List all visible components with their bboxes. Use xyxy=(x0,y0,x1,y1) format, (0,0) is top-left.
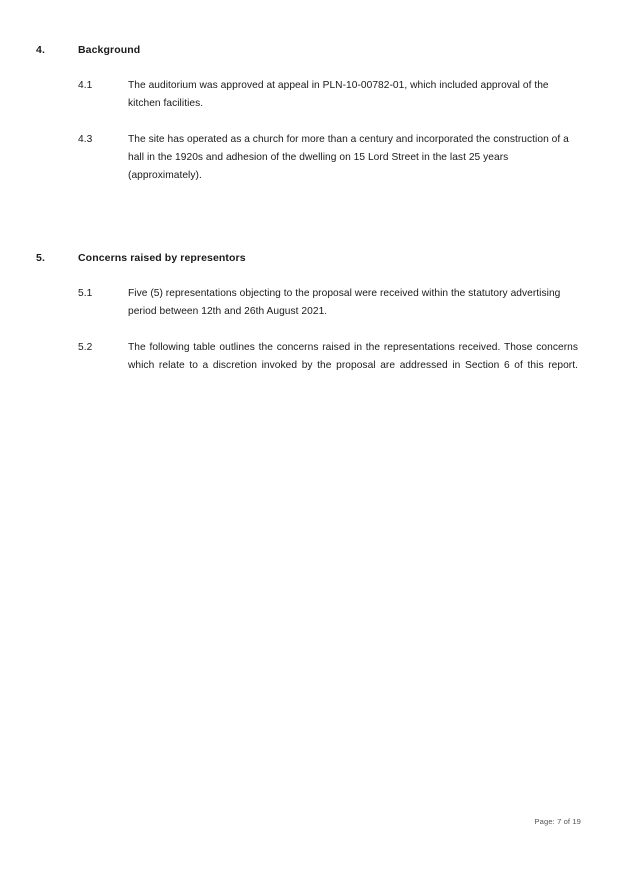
paragraph-4-3 xyxy=(0,131,622,185)
section-concerns-raised-by-representors xyxy=(0,249,622,393)
section-heading xyxy=(0,249,622,267)
paragraph-number: 4.3 xyxy=(78,134,93,145)
paragraph-text: The site has operated as a church for more than a century and incorporated the construction of a hall in the 1920s and adhesion of the dwelling on 15 Lord Street in the last 25 years (approximately). xyxy=(128,134,569,181)
paragraph-5-1 xyxy=(0,285,622,321)
page-footer: Page: 7 of 19 xyxy=(534,817,581,826)
paragraph-text: The following table outlines the concerns raised in the representations received. Those concerns which relate to a discretion invoked by the proposal are addressed in Section 6 of this report. xyxy=(128,342,578,371)
paragraph-number: 4.1 xyxy=(78,80,93,91)
section-number: 4. xyxy=(36,44,45,56)
section-heading xyxy=(0,41,622,59)
section-title: Concerns raised by representors xyxy=(78,252,246,264)
section-title: Background xyxy=(78,44,141,56)
paragraph-4-1 xyxy=(0,77,622,113)
paragraph-text: The auditorium was approved at appeal in PLN-10-00782-01, which included approval of the kitchen facilities. xyxy=(128,80,549,109)
paragraph-5-2 xyxy=(0,339,622,393)
paragraph-number: 5.2 xyxy=(78,342,93,353)
section-background xyxy=(0,41,622,185)
paragraph-text: Five (5) representations objecting to the proposal were received within the statutory advertising period between 12th and 26th August 2021. xyxy=(128,288,561,317)
section-number: 5. xyxy=(36,252,45,264)
paragraph-number: 5.1 xyxy=(78,288,93,299)
